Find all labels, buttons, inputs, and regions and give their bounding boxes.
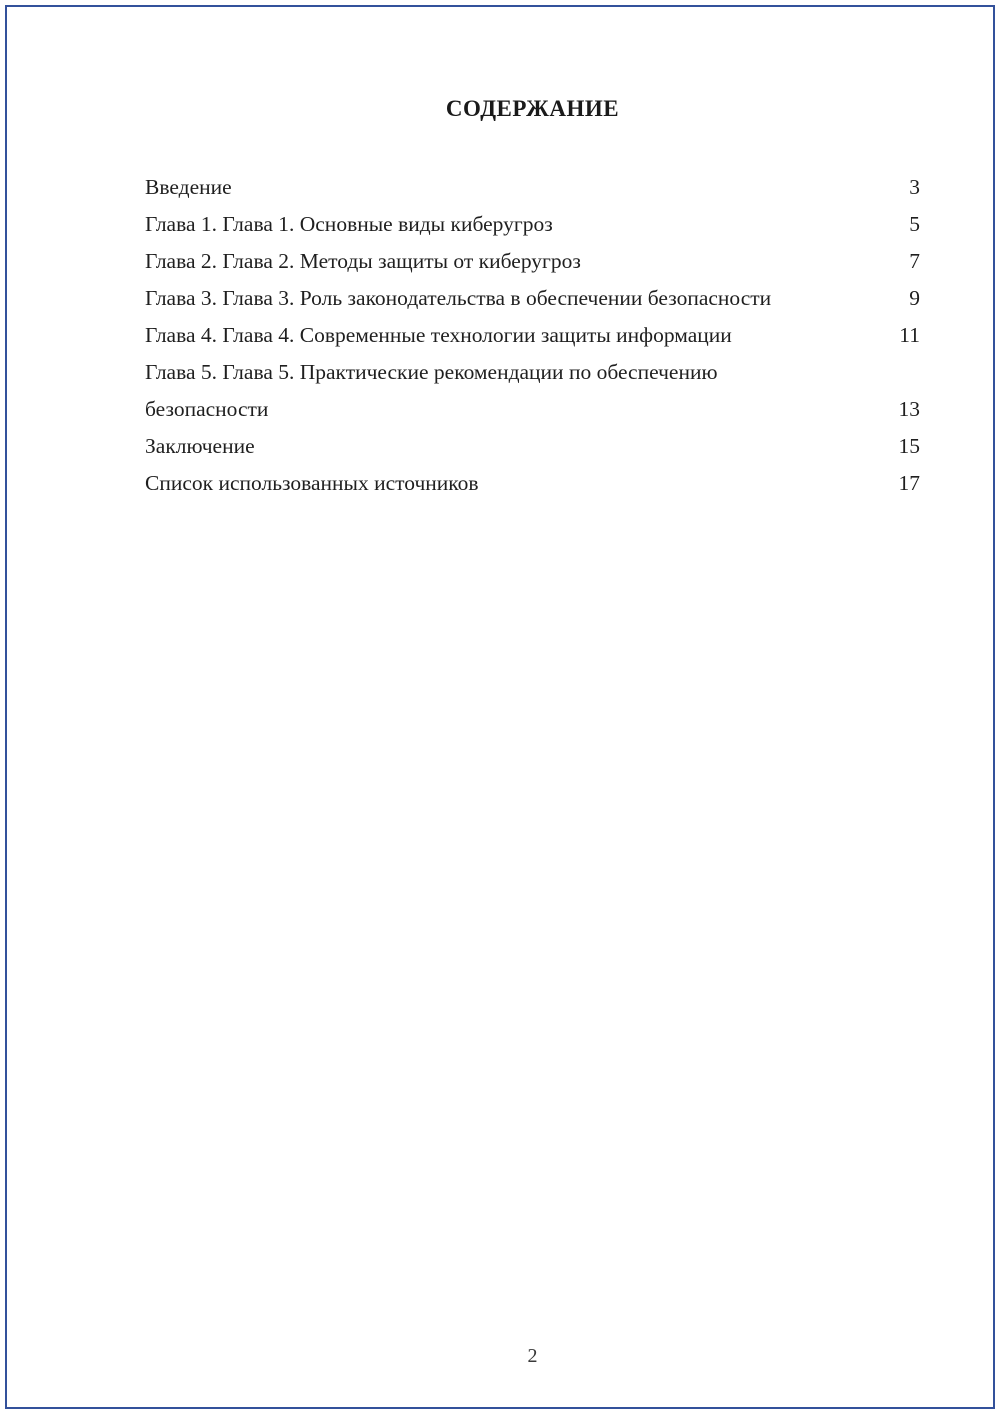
- toc-entry-label: Глава 5. Глава 5. Практические рекомендации по обеспечению безопасности: [145, 360, 718, 421]
- toc-entry-page-number: 11: [899, 323, 920, 347]
- toc-entry: [145, 428, 920, 465]
- toc-entry-page-number: 17: [898, 471, 920, 495]
- toc-entry-label: Глава 4. Глава 4. Современные технологии защиты информации: [145, 323, 732, 347]
- footer-page-number: 2: [527, 1345, 538, 1367]
- toc-list: [145, 169, 920, 502]
- page-content: [145, 96, 920, 1374]
- toc-entry-page-number: 3: [909, 175, 920, 199]
- toc-entry-label: Глава 1. Глава 1. Основные виды киберугроз: [145, 212, 553, 236]
- toc-entry-page-number: 15: [898, 434, 920, 458]
- toc-entry-page-number: 13: [898, 397, 920, 421]
- toc-entry-label: Глава 3. Глава 3. Роль законодательства в обеспечении безопасности: [145, 286, 772, 310]
- toc-entry-page-number: 7: [909, 249, 920, 273]
- toc-entry: [145, 243, 920, 280]
- toc-entry-page-number: 5: [909, 212, 920, 236]
- toc-entry-page-number: 9: [909, 286, 920, 310]
- toc-entry: [145, 317, 920, 354]
- toc-entry: [145, 465, 920, 502]
- toc-entry: [145, 206, 920, 243]
- toc-entry: [145, 280, 920, 317]
- toc-entry-label: Глава 2. Глава 2. Методы защиты от киберугроз: [145, 249, 581, 273]
- toc-entry: [145, 169, 920, 206]
- toc-entry: [145, 354, 920, 428]
- toc-title: СОДЕРЖАНИЕ: [445, 96, 620, 121]
- toc-entry-label: Список использованных источников: [145, 471, 479, 495]
- toc-entry-label: Введение: [145, 175, 232, 199]
- toc-entry-label: Заключение: [145, 434, 255, 458]
